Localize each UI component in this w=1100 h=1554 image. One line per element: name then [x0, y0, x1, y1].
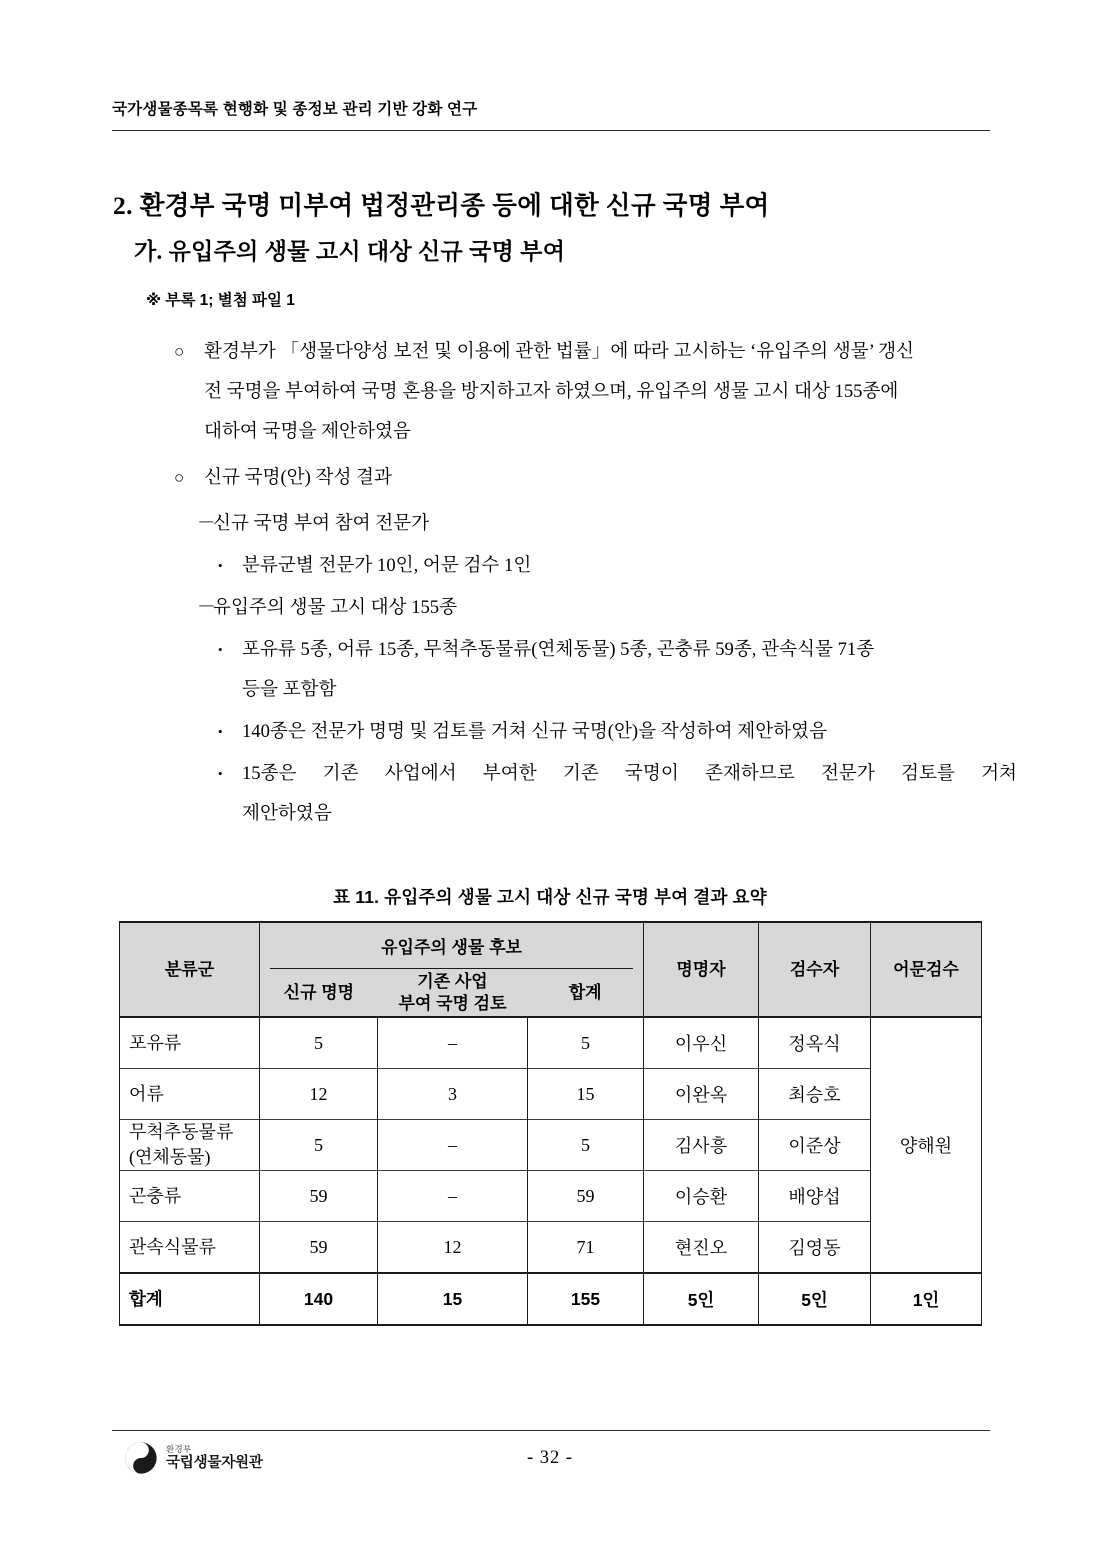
cell-existing-review: 12 — [378, 1222, 528, 1274]
cell-category-line1: 무척추동물류 — [129, 1122, 234, 1142]
cell-total-language-check: 1인 — [871, 1273, 982, 1325]
paragraph-line: 전 국명을 부여하여 국명 혼용을 방지하고자 하였으며, 유입주의 생물 고시 대상 155종에 — [204, 381, 899, 402]
cell-category: 어류 — [120, 1069, 260, 1120]
header-existing-line2: 부여 국명 검토 — [398, 993, 507, 1013]
cell-total-reviewer: 5인 — [759, 1273, 871, 1325]
cell-category: 곤충류 — [120, 1171, 260, 1222]
paragraph-text: 유입주의 생물 고시 대상 155종 — [213, 597, 458, 618]
cell-language-check: 양해원 — [871, 1017, 982, 1273]
cell-reviewer: 배양섭 — [759, 1171, 871, 1222]
cell-new-naming: 5 — [260, 1120, 378, 1171]
circle-marker: ○ — [174, 468, 185, 487]
table-row — [120, 1069, 982, 1120]
table-header-row — [120, 922, 982, 1017]
header-existing-line1: 기존 사업 — [417, 971, 488, 991]
summary-table-container — [119, 921, 981, 1326]
cell-category — [120, 1120, 260, 1171]
cell-namer: 이완옥 — [644, 1069, 759, 1120]
header-cell-group — [260, 922, 644, 1017]
paragraph-text — [218, 630, 1012, 710]
header-cell-reviewer: 검수자 — [759, 922, 871, 1017]
header-divider — [112, 130, 990, 131]
table-row — [120, 1017, 982, 1069]
body-content — [112, 332, 1017, 836]
table-body — [120, 1017, 982, 1325]
dash-marker: － — [197, 597, 216, 618]
header-cell-existing-review — [378, 969, 528, 1016]
paragraph-text — [175, 332, 1012, 452]
list-item-dash — [112, 588, 1012, 628]
header-cell-language-check: 어문검수 — [871, 922, 982, 1017]
paragraph-line: 제안하였음 — [242, 803, 332, 824]
paragraph-text: 140종은 전문가 명명 및 검토를 거쳐 신규 국명(안)을 작성하여 제안하였음 — [242, 721, 828, 742]
table-total-row — [120, 1273, 982, 1325]
list-item-bullet — [112, 546, 1012, 586]
list-item-bullet — [112, 630, 1012, 710]
table-head — [120, 922, 982, 1017]
cell-subtotal: 71 — [528, 1222, 644, 1274]
table-row — [120, 1120, 982, 1171]
subsection-heading: 가. 유입주의 생물 고시 대상 신규 국명 부여 — [134, 239, 566, 264]
cell-category-line2: (연체동물) — [129, 1147, 211, 1167]
cell-new-naming: 5 — [260, 1017, 378, 1069]
cell-reviewer: 김영동 — [759, 1222, 871, 1274]
paragraph-line: 등을 포함함 — [242, 679, 337, 700]
cell-category: 관속식물류 — [120, 1222, 260, 1274]
list-item-bullet — [112, 754, 1017, 834]
paragraph-line: 15종은 기존 사업에서 부여한 기존 국명이 존재하므로 전문가 검토를 거쳐 — [242, 763, 1017, 784]
running-header-title: 국가생물종목록 현행화 및 종정보 관리 기반 강화 연구 — [112, 101, 478, 118]
paragraph-text: 신규 국명 부여 참여 전문가 — [213, 513, 430, 534]
cell-total-subtotal: 155 — [528, 1273, 644, 1325]
cell-namer: 김사흥 — [644, 1120, 759, 1171]
dash-marker: － — [197, 513, 216, 534]
paragraph-line: 포유류 5종, 어류 15종, 무척추동물류(연체동물) 5종, 곤충류 59종, 관속식물 71종 — [242, 639, 875, 660]
cell-total-namer: 5인 — [644, 1273, 759, 1325]
cell-reviewer: 최승호 — [759, 1069, 871, 1120]
bullet-marker: • — [218, 642, 223, 657]
paragraph-line: 환경부가 「생물다양성 보전 및 이용에 관한 법률」에 따라 고시하는 ‘유입주의 생물’ 갱신 — [204, 341, 915, 362]
table-caption: 표 11. 유입주의 생물 고시 대상 신규 국명 부여 결과 요약 — [333, 887, 767, 907]
cell-total-new-naming: 140 — [260, 1273, 378, 1325]
cell-new-naming: 12 — [260, 1069, 378, 1120]
cell-existing-review: – — [378, 1171, 528, 1222]
cell-reviewer: 정옥식 — [759, 1017, 871, 1069]
list-item-circle — [112, 332, 1012, 452]
cell-total-label: 합계 — [120, 1273, 260, 1325]
cell-new-naming: 59 — [260, 1171, 378, 1222]
list-item-circle — [112, 458, 1012, 498]
header-cell-category: 분류군 — [120, 922, 260, 1017]
bullet-marker: • — [218, 558, 223, 573]
list-item-dash — [112, 504, 1012, 544]
footer-divider — [112, 1430, 990, 1431]
appendix-note: ※ 부록 1; 별첨 파일 1 — [146, 292, 295, 309]
logo-institute-name: 국립생물자원관 — [166, 1454, 263, 1471]
cell-existing-review: – — [378, 1120, 528, 1171]
circle-marker: ○ — [174, 342, 185, 361]
cell-reviewer: 이준상 — [759, 1120, 871, 1171]
paragraph-text — [218, 754, 1017, 834]
cell-existing-review: – — [378, 1017, 528, 1069]
cell-subtotal: 5 — [528, 1017, 644, 1069]
section-heading: 2. 환경부 국명 미부여 법정관리종 등에 대한 신규 국명 부여 — [113, 191, 770, 220]
table-row — [120, 1222, 982, 1274]
header-cell-namer: 명명자 — [644, 922, 759, 1017]
cell-namer: 현진오 — [644, 1222, 759, 1274]
table-row — [120, 1171, 982, 1222]
paragraph-line: 대하여 국명을 제안하였음 — [204, 421, 411, 442]
header-cell-new-naming: 신규 명명 — [283, 982, 355, 1002]
cell-subtotal: 59 — [528, 1171, 644, 1222]
cell-new-naming: 59 — [260, 1222, 378, 1274]
logo-ministry-name: 환경부 — [166, 1444, 192, 1455]
paragraph-text: 분류군별 전문가 10인, 어문 검수 1인 — [242, 555, 532, 576]
header-group-title: 유입주의 생물 후보 — [381, 938, 522, 957]
cell-namer: 이우신 — [644, 1017, 759, 1069]
page-number: - 32 - — [526, 1448, 574, 1468]
bullet-marker: • — [218, 724, 223, 739]
cell-category: 포유류 — [120, 1017, 260, 1069]
header-cell-subtotal: 합계 — [568, 982, 602, 1002]
cell-subtotal: 15 — [528, 1069, 644, 1120]
cell-existing-review: 3 — [378, 1069, 528, 1120]
list-item-bullet — [112, 712, 1012, 752]
bullet-marker: • — [218, 766, 223, 781]
running-header — [112, 97, 990, 131]
cell-namer: 이승환 — [644, 1171, 759, 1222]
paragraph-text: 신규 국명(안) 작성 결과 — [204, 467, 392, 488]
cell-subtotal: 5 — [528, 1120, 644, 1171]
summary-table — [119, 921, 982, 1326]
cell-total-existing-review: 15 — [378, 1273, 528, 1325]
